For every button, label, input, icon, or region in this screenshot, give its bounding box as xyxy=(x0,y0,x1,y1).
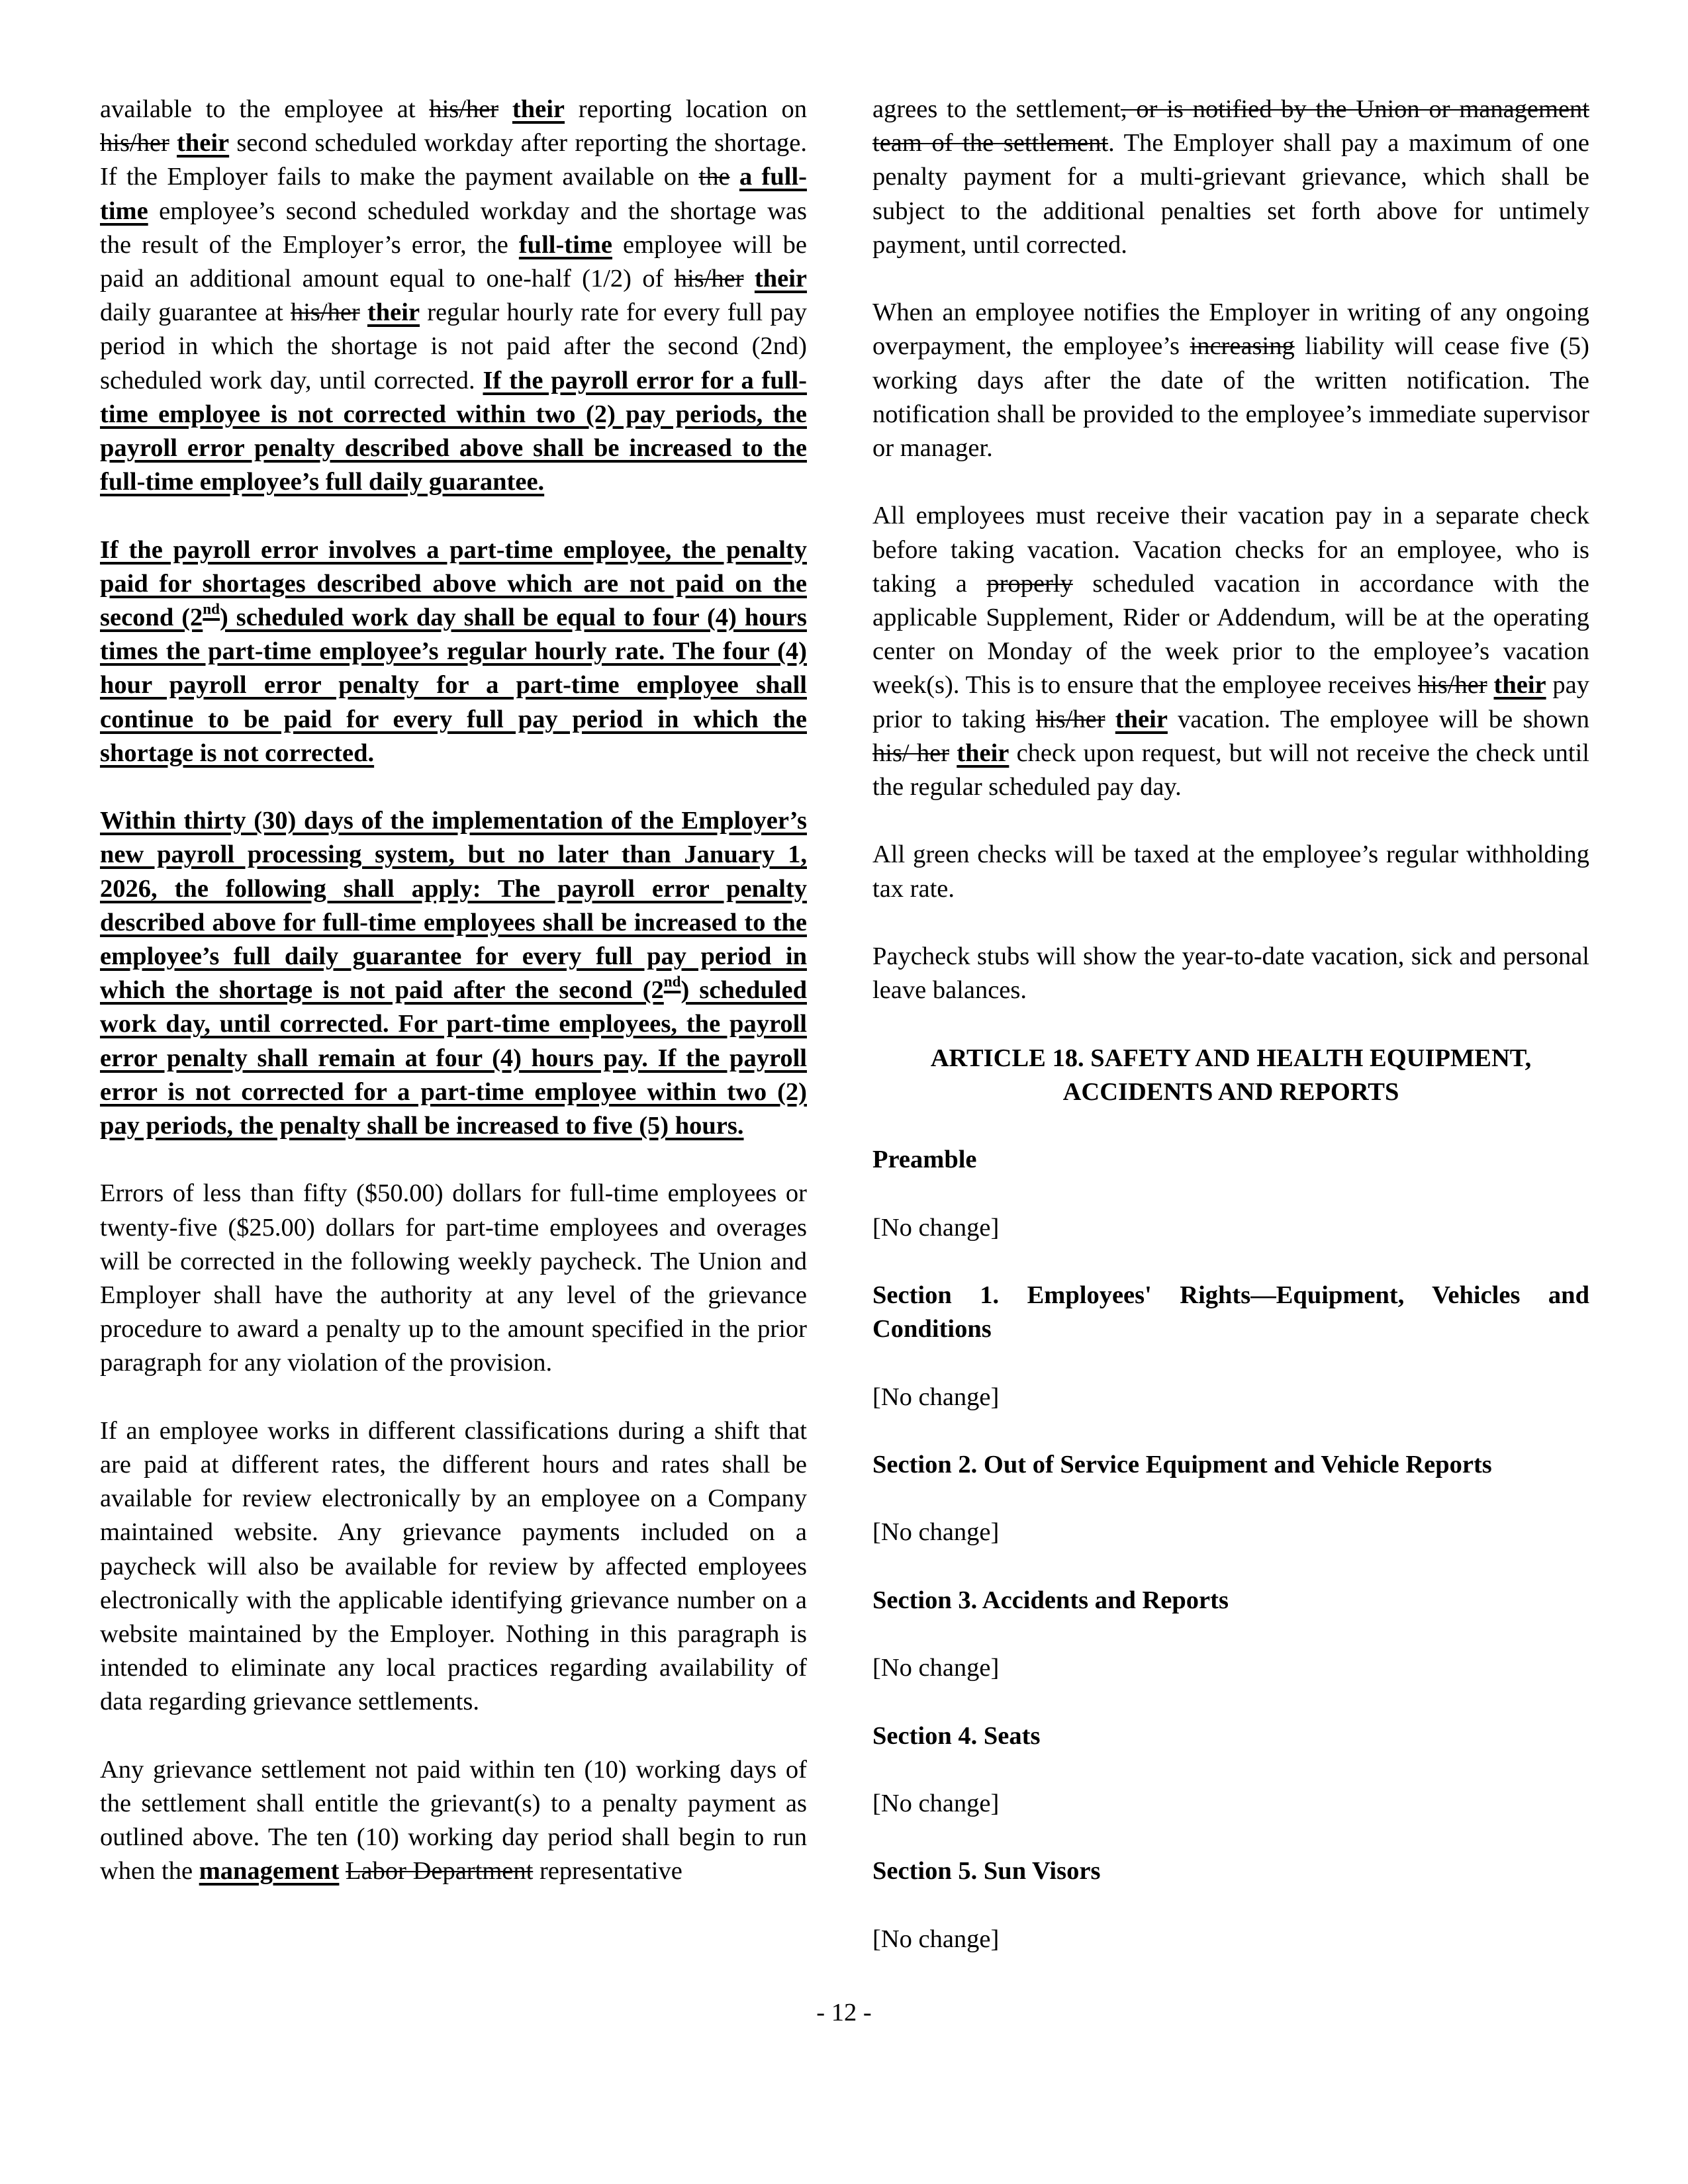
inserted-text: a full-time xyxy=(100,163,807,225)
body-paragraph xyxy=(100,93,807,499)
text-run: Section 2. Out of Service Equipment and Vehicle Reports xyxy=(872,1450,1492,1479)
inserted-text: their xyxy=(1493,671,1546,700)
left-column xyxy=(100,93,807,1889)
deleted-text: increasing xyxy=(1190,332,1295,361)
deleted-text: his/her xyxy=(290,298,360,327)
text-run: employee will be paid an additional amount equal to one-half (1/2) of xyxy=(100,230,807,293)
text-run: ARTICLE 18. SAFETY AND HEALTH EQUIPMENT, xyxy=(930,1044,1532,1072)
text-run: available to the employee at xyxy=(100,95,430,123)
inserted-text: their xyxy=(367,298,420,327)
deleted-text: his/her xyxy=(100,129,169,158)
text-run xyxy=(744,265,755,293)
deleted-text: his/her xyxy=(674,265,744,293)
text-run: All employees must receive their vacation pay in a separate check before taking vacation. Vacation checks for an employee, who is taking a xyxy=(872,502,1589,598)
text-run: Any grievance settlement not paid within ten (10) working days of the settlement shall entitle the grievant(s) to a penalty payment as outlined above. The ten (10) working day period shall begin to run when the xyxy=(100,1755,807,1886)
text-run: daily guarantee at xyxy=(100,298,291,327)
body-paragraph xyxy=(872,1211,1589,1245)
text-run xyxy=(1105,705,1115,733)
text-run xyxy=(1487,671,1494,699)
body-paragraph xyxy=(100,1753,807,1889)
inserted-text: their xyxy=(177,129,230,158)
deleted-text: Labor Department xyxy=(346,1857,534,1886)
deleted-text: his/her xyxy=(1417,671,1487,700)
text-run xyxy=(730,163,739,191)
text-run xyxy=(498,95,512,123)
deleted-text: his/ her xyxy=(872,739,950,767)
text-run: Section 3. Accidents and Reports xyxy=(872,1586,1229,1614)
text-run: Errors of less than fifty ($50.00) dollars for full-time employees or twenty-five ($25.00) dollars for part-time employees and overages will be corrected in the following weekly paycheck. The Union and Employer shall have the authority at any level of the grievance procedure to award a penalty up to the amount specified in the prior paragraph for any violation of the provision. xyxy=(100,1179,807,1377)
text-run: pay prior to taking xyxy=(872,671,1589,733)
text-run: check upon request, but will not receive the check until the regular scheduled pay day. xyxy=(872,739,1589,801)
inserted-text: their xyxy=(754,265,808,293)
inserted-text: full-time xyxy=(518,230,612,259)
deleted-text: properly xyxy=(986,569,1073,598)
text-run: vacation. The employee will be shown xyxy=(1167,705,1589,733)
text-run: Section 4. Seats xyxy=(872,1721,1041,1750)
body-paragraph xyxy=(100,533,807,770)
inserted-text: ) scheduled work day shall be equal to four (4) hours times the part-time employee’s regular hourly rate. The four (4) hour payroll error penalty for a part-time employee shall continue to be paid for every full pay period in which the shortage is not corrected. xyxy=(100,604,807,767)
section-heading xyxy=(872,1584,1589,1617)
body-paragraph xyxy=(872,940,1589,1007)
text-run: [No change] xyxy=(872,1213,1000,1242)
page-number: - 12 - xyxy=(816,1999,872,2026)
body-paragraph xyxy=(872,1516,1589,1549)
inserted-text: If the payroll error involves a part-time employee, the penalty paid for shortages described above which are not paid on the second (2 xyxy=(100,535,807,632)
text-run: If an employee works in different classifications during a shift that are paid at different rates, the different hours and rates shall be available for review electronically by an employee on a Company maintained website. Any grievance payments included on a paycheck will also be available for review by affected employees electronically with the applicable identifying grievance number on a website maintained by the Employer. Nothing in this paragraph is intended to eliminate any local practices regarding availability of data regarding grievance settlements. xyxy=(100,1416,807,1716)
text-run: Paycheck stubs will show the year-to-date vacation, sick and personal leave balances. xyxy=(872,942,1589,1005)
text-run: representative xyxy=(533,1857,682,1886)
body-paragraph xyxy=(100,1414,807,1719)
inserted-text: Within thirty (30) days of the implementation of the Employer’s new payroll processing system, but no later than January 1, 2026, the following shall apply: The payroll error penalty described above for full-time employees shall be increased to the employee’s full daily guarantee for every full pay period in which the shortage is not paid after the second (2 xyxy=(100,807,807,1005)
deleted-text: his/her xyxy=(429,95,499,123)
body-paragraph xyxy=(872,1651,1589,1685)
section-heading xyxy=(872,1854,1589,1888)
section-heading xyxy=(872,1719,1589,1753)
deleted-text: his/her xyxy=(1035,705,1105,733)
text-run: [No change] xyxy=(872,1654,1000,1682)
text-run xyxy=(339,1857,346,1885)
body-paragraph xyxy=(872,1923,1589,1956)
inserted-text: their xyxy=(957,739,1009,767)
section-heading xyxy=(872,1279,1589,1346)
inserted-text: If the payroll error for a full-time employee is not corrected within two (2) pay periods, the payroll error penalty described above shall be increased to the full-time employee’s full daily guarantee. xyxy=(100,366,808,496)
section-heading xyxy=(872,1143,1589,1177)
text-run: employee’s second scheduled workday and the shortage was the result of the Employer’s error, the xyxy=(100,197,807,259)
text-run xyxy=(360,298,367,326)
text-run: . The Employer shall pay a maximum of one penalty payment for a multi-grievant grievance, which shall be subject to the additional penalties set forth above for untimely payment, until corrected. xyxy=(872,129,1590,259)
body-paragraph xyxy=(872,1381,1589,1414)
text-run: Section 1. Employees' Rights—Equipment, Vehicles and Conditions xyxy=(872,1281,1589,1343)
article-heading xyxy=(872,1042,1589,1109)
text-run: Preamble xyxy=(872,1146,977,1174)
text-run: [No change] xyxy=(872,1383,1000,1411)
inserted-text: their xyxy=(512,95,565,123)
section-heading xyxy=(872,1448,1589,1482)
inserted-text: management xyxy=(199,1857,340,1886)
body-paragraph xyxy=(872,1787,1589,1821)
right-column xyxy=(872,93,1589,1956)
inserted-text: their xyxy=(1115,705,1168,733)
text-run: [No change] xyxy=(872,1518,1000,1547)
body-paragraph xyxy=(872,838,1589,905)
deleted-text: the xyxy=(698,163,730,191)
text-run: reporting location on xyxy=(565,95,808,123)
deleted-text: , or is notified by the Union or management team of the settlement xyxy=(872,95,1590,158)
text-run: When an employee notifies the Employer in writing of any ongoing overpayment, the employee’s xyxy=(872,298,1589,361)
text-run: ACCIDENTS AND REPORTS xyxy=(1062,1077,1399,1106)
superscript-ordinal: nd xyxy=(663,972,681,990)
text-run: second scheduled workday after reporting the shortage. If the Employer fails to make the payment available on xyxy=(100,129,808,191)
text-run: agrees to the settlement xyxy=(872,95,1121,123)
body-paragraph xyxy=(872,499,1589,804)
text-run: scheduled vacation in accordance with the applicable Supplement, Rider or Addendum, will be at the operating center on Monday of the week prior to the employee’s vacation week(s). This is to ensure that the employee receives xyxy=(872,569,1589,700)
body-paragraph xyxy=(872,296,1589,465)
text-run: [No change] xyxy=(872,1789,1000,1817)
text-run: All green checks will be taxed at the employee’s regular withholding tax rate. xyxy=(872,841,1589,903)
text-run: regular hourly rate for every full pay period in which the shortage is not paid after the second (2nd) scheduled work day, until corrected. xyxy=(100,298,808,394)
text-run xyxy=(169,129,177,157)
text-run: [No change] xyxy=(872,1925,1000,1953)
body-paragraph xyxy=(100,1177,807,1380)
text-run: liability will cease five (5) working days after the date of the written notification. The notification shall be provided to the employee’s immediate supervisor or manager. xyxy=(872,332,1589,463)
inserted-text: ) scheduled work day, until corrected. For part-time employees, the payroll error penalty shall remain at four (4) hours pay. If the payroll error is not corrected for a part-time employee within two (2) pay periods, the penalty shall be increased to five (5) hours. xyxy=(100,976,807,1140)
superscript-ordinal: nd xyxy=(203,600,220,617)
text-run xyxy=(949,739,957,767)
text-run: Section 5. Sun Visors xyxy=(872,1857,1101,1886)
body-paragraph xyxy=(872,93,1589,262)
body-paragraph xyxy=(100,804,807,1143)
